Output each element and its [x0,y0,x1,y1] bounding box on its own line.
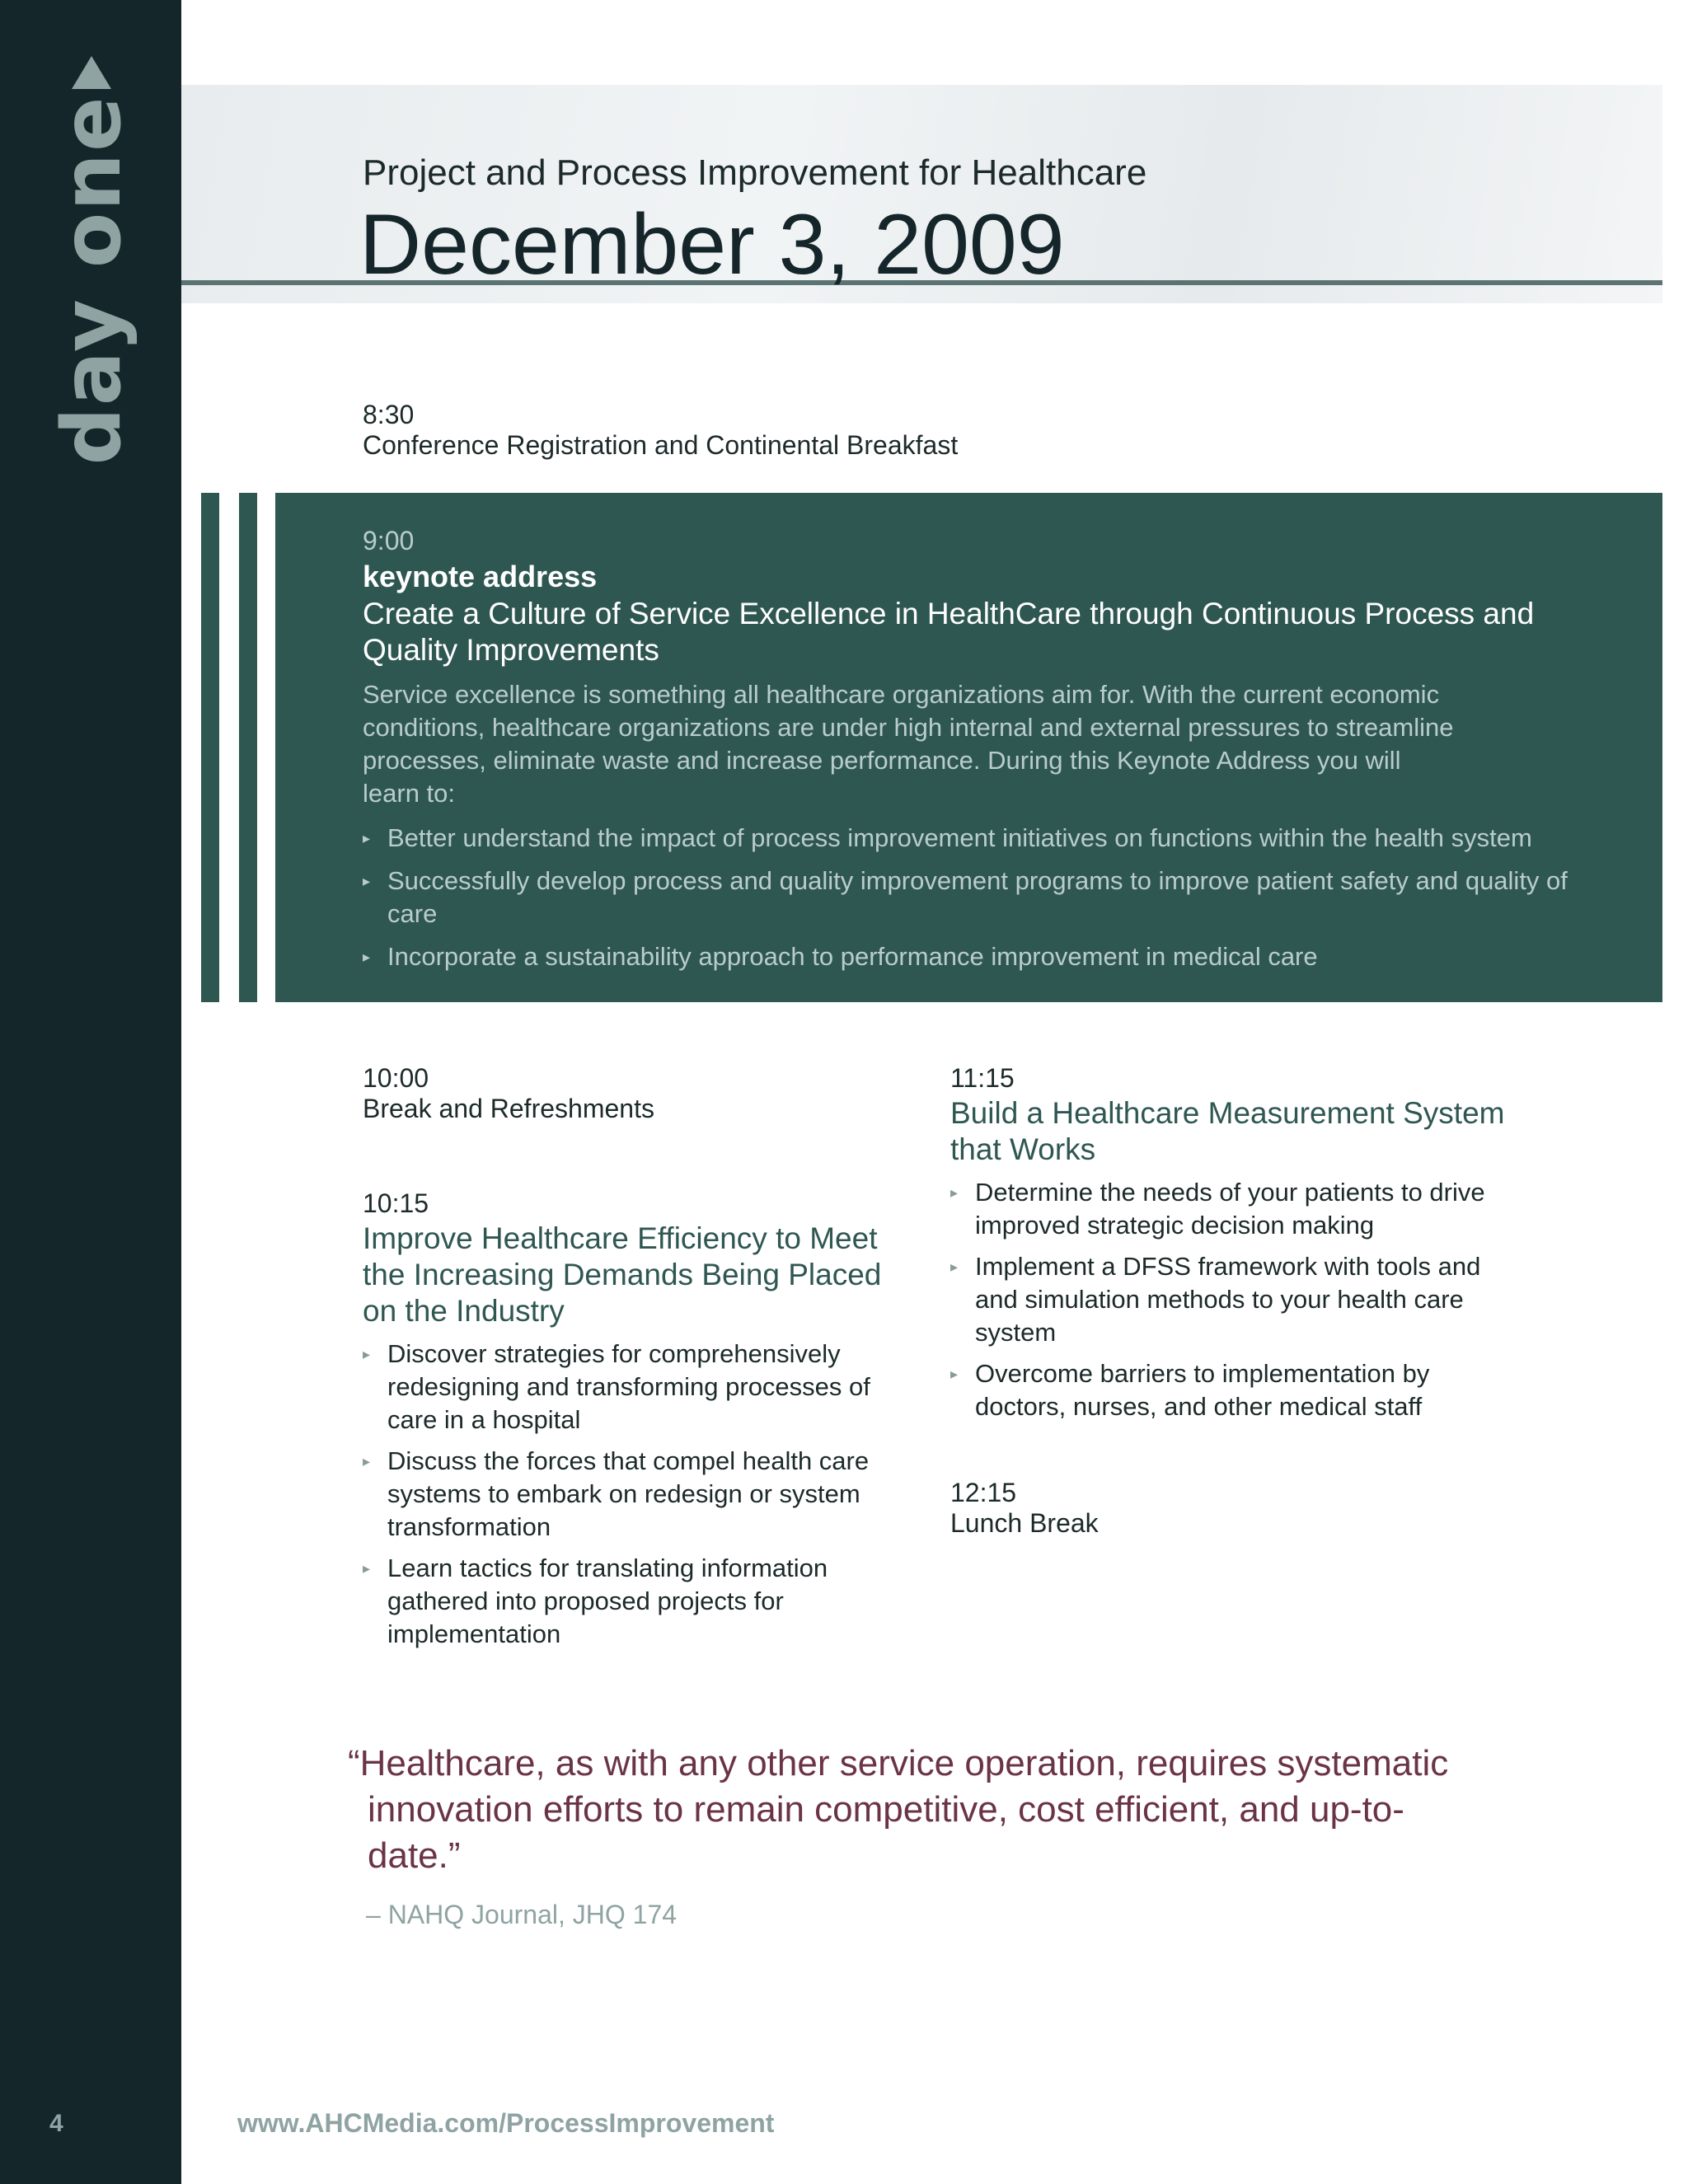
bullet-text: Learn tactics for translating information gathered into proposed projects for implementation [387,1554,828,1648]
list-item [950,1357,1511,1423]
time-label: 9:00 [363,526,415,555]
sidebar [0,0,181,2184]
bullet-text: Overcome barriers to implementation by doctors, nurses, and other medical staff [975,1359,1430,1421]
session-bullets [950,1176,1511,1423]
bullet-icon: ▸ [363,949,371,965]
page-title: December 3, 2009 [359,197,1065,293]
list-item [363,1552,923,1651]
list-item [950,1250,1511,1349]
quote-source: – NAHQ Journal, JHQ 174 [366,1900,678,1929]
triangle-up-icon [72,56,111,89]
keynote-accent-bar [201,493,219,1002]
bullet-icon: ▸ [363,873,371,889]
keynote-title: Create a Culture of Service Excellence in HealthCare through Continuous Process and Quality Improvements [363,597,1535,667]
schedule-item-1015 [363,1188,923,1659]
list-item [950,1176,1511,1242]
pull-quote: “Healthcare, as with any other service operation, requires systematic innovation efforts to remain competitive, cost efficient, and up-to-date.” [348,1743,1449,1876]
list-item [363,865,1599,930]
list-item [363,940,1599,973]
bullet-text: Discuss the forces that compel health care systems to embark on redesign or system transformation [387,1446,870,1541]
bullet-icon: ▸ [950,1258,959,1275]
bullet-text: Determine the needs of your patients to drive improved strategic decision making [975,1178,1485,1240]
bullet-text: Incorporate a sustainability approach to performance improvement in medical care [387,942,1318,971]
time-label: 8:30 [363,400,415,429]
bullet-text: Implement a DFSS framework with tools and and simulation methods to your health care system [975,1252,1481,1347]
footer-url: www.AHCMedia.com/ProcessImprovement [237,2108,775,2138]
keynote-panel [275,493,1662,1002]
session-bullets [363,1338,923,1651]
bullet-icon: ▸ [363,1560,371,1577]
schedule-item-registration [363,400,958,461]
list-item [363,1445,923,1544]
page-subtitle: Project and Process Improvement for Healthcare [363,152,1147,193]
bullet-icon: ▸ [363,1346,371,1362]
bullet-icon: ▸ [950,1184,959,1201]
bullet-text: Successfully develop process and quality improvement programs to improve patient safety and quality of care [387,866,1568,928]
session-title: Build a Healthcare Measurement System that Works [950,1096,1505,1166]
session-title: Improve Healthcare Efficiency to Meet the Increasing Demands Being Placed on the Industry [363,1221,882,1328]
session-title: Break and Refreshments [363,1094,654,1123]
page-number: 4 [49,2110,63,2137]
session-title: Lunch Break [950,1508,1099,1538]
time-label: 10:00 [363,1063,429,1093]
bullet-icon: ▸ [950,1366,959,1382]
list-item [363,822,1599,855]
bullet-text: Discover strategies for comprehensively redesigning and transforming processes of care in a hospital [387,1339,870,1434]
time-label: 10:15 [363,1188,429,1218]
schedule-item-break [363,1063,923,1124]
time-label: 12:15 [950,1478,1017,1507]
list-item [363,1338,923,1436]
bullet-icon: ▸ [363,1453,371,1469]
schedule-item-1115 [950,1063,1511,1432]
time-label: 11:15 [950,1063,1015,1093]
keynote-label: keynote address [363,560,598,593]
schedule-item-lunch [950,1478,1511,1539]
keynote-accent-bar [239,493,257,1002]
sidebar-title: day one [45,95,139,466]
keynote-description: Service excellence is something all healthcare organizations aim for. With the current economic conditions, healthcare organizations are under high internal and external pressures to streamline processes, eliminate waste and increase performance. During this Keynote Address you will learn to: [363,680,1454,808]
bullet-text: Better understand the impact of process improvement initiatives on functions within the health system [387,823,1532,852]
keynote-bullets [363,822,1599,973]
bullet-icon: ▸ [363,830,371,846]
session-title: Conference Registration and Continental Breakfast [363,430,959,460]
